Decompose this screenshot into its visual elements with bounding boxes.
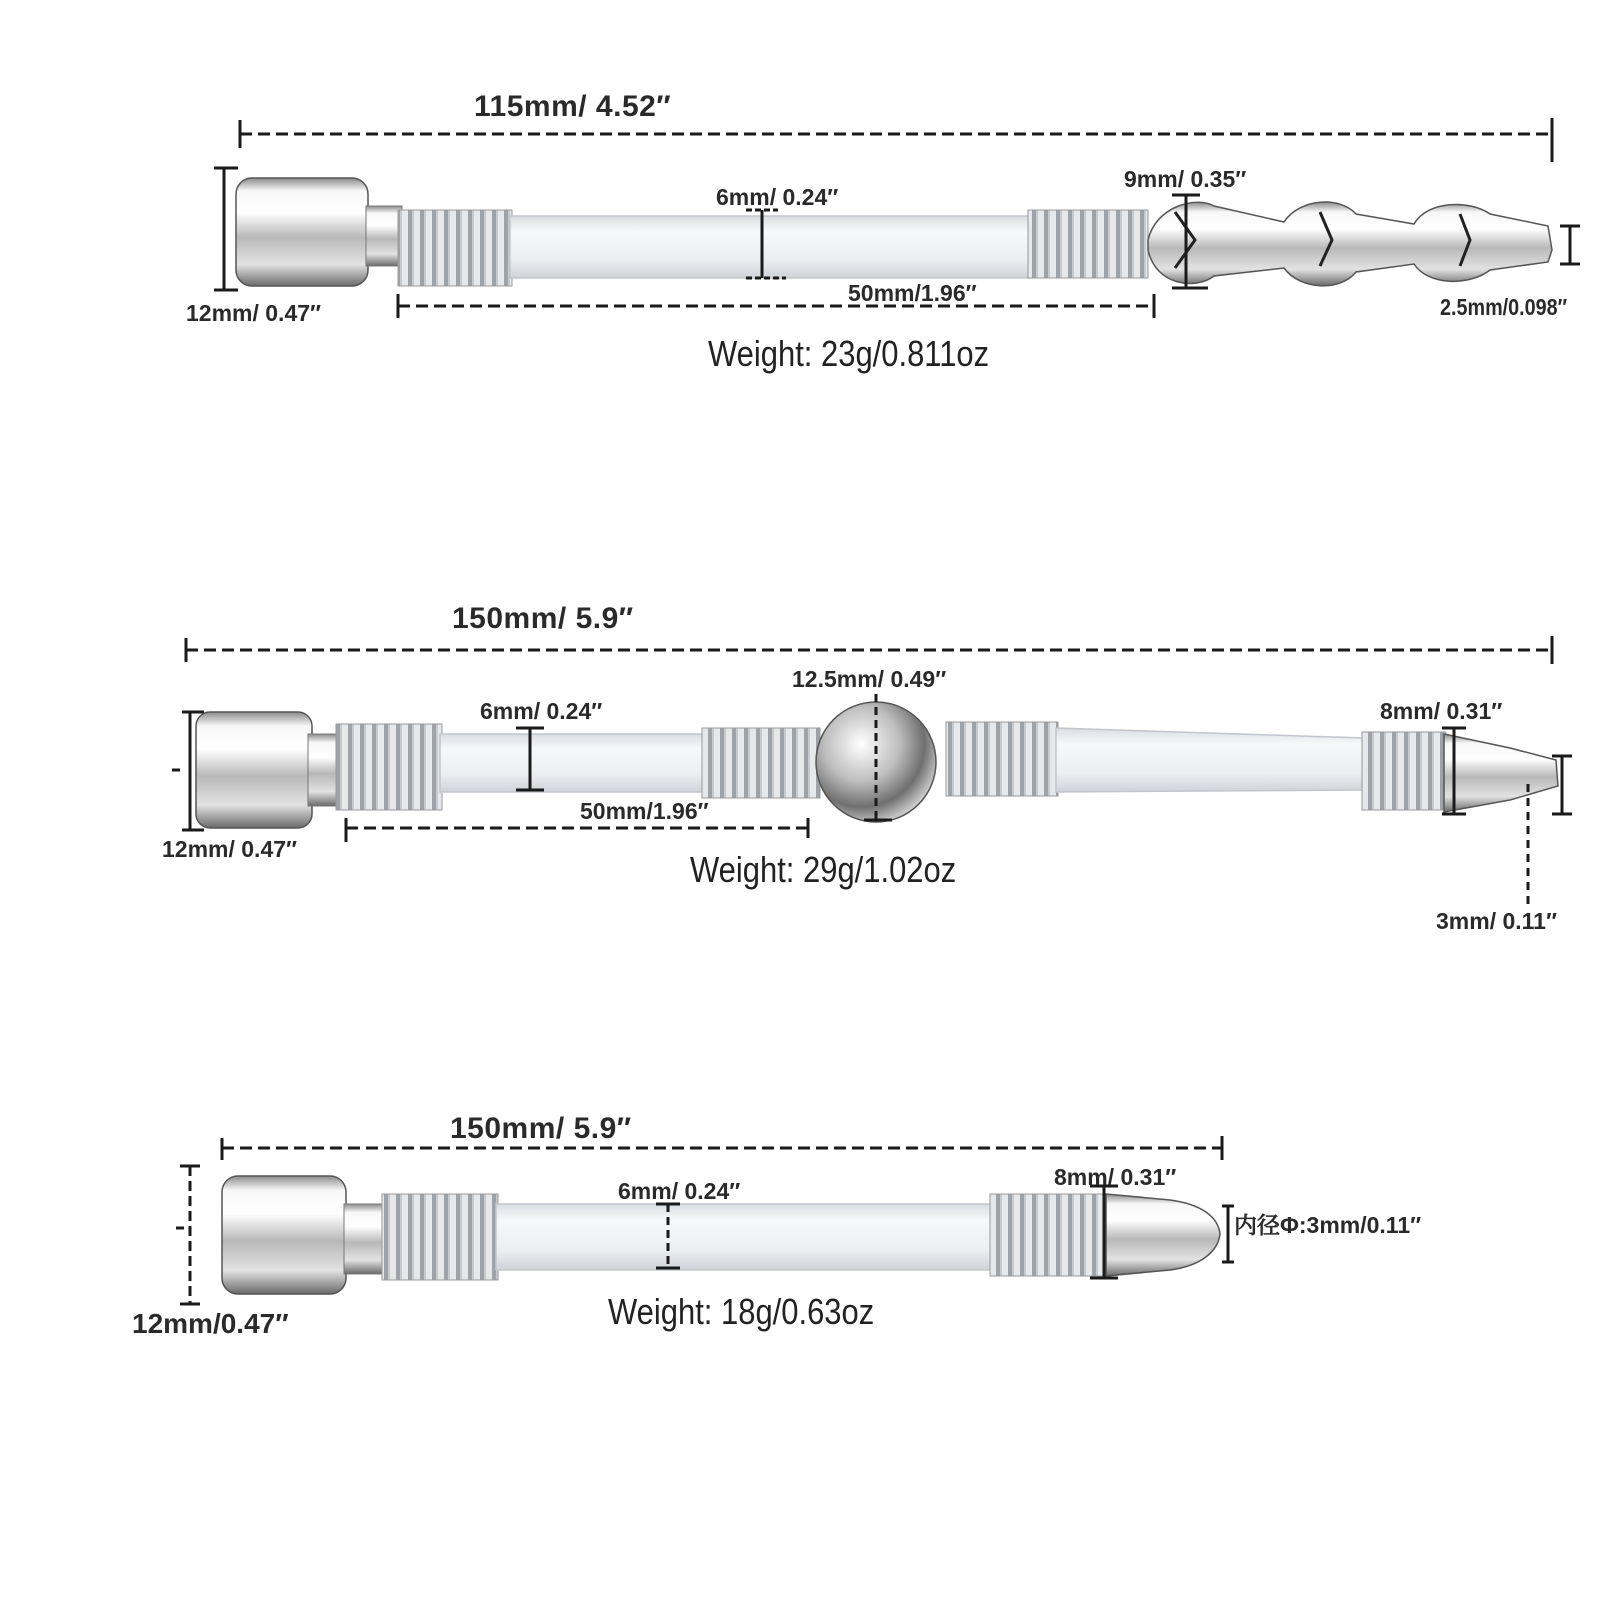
shaft-diameter-label: 6mm/ 0.24″ <box>480 698 603 724</box>
shaft-tube <box>510 216 1030 278</box>
shaft-length-label: 50mm/1.96″ <box>580 798 709 824</box>
end-cap <box>222 1176 384 1294</box>
tip-diameter-label: 3mm/ 0.11″ <box>1436 908 1557 934</box>
total-length-line <box>240 118 1552 162</box>
threaded-section-right <box>1028 210 1148 278</box>
threaded-section-mid-left <box>702 728 820 798</box>
bullet-tip <box>1106 1194 1220 1276</box>
threaded-section-mid-right <box>946 722 1058 796</box>
weight-label: Weight: 23g/0.811oz <box>708 333 990 374</box>
ball-diameter-label: 12.5mm/ 0.49″ <box>792 666 947 692</box>
head-diameter-label: 8mm/ 0.31″ <box>1380 698 1503 724</box>
end-cap <box>236 178 402 286</box>
weight-label: Weight: 18g/0.63oz <box>608 1291 875 1332</box>
total-length-line <box>222 1136 1222 1160</box>
shaft-length-line <box>346 818 808 842</box>
threaded-section-left <box>336 724 442 810</box>
shaft-tube-left <box>440 734 704 792</box>
beaded-tip <box>1148 202 1552 286</box>
shaft-tube-right <box>1056 728 1364 792</box>
cap-diameter-label: 12mm/ 0.47″ <box>186 300 322 326</box>
cap-height-line <box>176 1166 200 1304</box>
bead-diameter-label: 9mm/ 0.35″ <box>1124 166 1247 192</box>
threaded-section-right <box>990 1194 1108 1276</box>
end-cap <box>196 712 338 828</box>
threaded-section-left <box>398 210 512 286</box>
shaft-tube <box>496 1204 992 1270</box>
threaded-section-right <box>1362 732 1446 810</box>
cap-height-line <box>214 168 238 290</box>
weight-label: Weight: 29g/1.02oz <box>690 849 957 890</box>
shaft-diameter-label: 6mm/ 0.24″ <box>618 1178 741 1204</box>
head-diameter-label: 8mm/ 0.31″ <box>1054 1164 1177 1190</box>
inner-diameter-label: 内径Φ:3mm/0.11″ <box>1234 1212 1422 1238</box>
bullet-tip <box>1444 734 1558 812</box>
tip-diameter-marker <box>1560 226 1580 264</box>
shaft-length-label: 50mm/1.96″ <box>848 280 977 306</box>
shaft-diameter-label: 6mm/ 0.24″ <box>716 184 839 210</box>
total-length-line <box>186 636 1552 664</box>
total-length-label: 150mm/ 5.9″ <box>452 602 634 635</box>
inner-diameter-marker <box>1222 1206 1234 1262</box>
shaft-length-line <box>398 294 1154 318</box>
product-3 <box>176 1136 1234 1304</box>
cap-diameter-label: 12mm/0.47″ <box>132 1308 289 1339</box>
cap-diameter-label: 12mm/ 0.47″ <box>162 836 298 862</box>
total-length-label: 150mm/ 5.9″ <box>450 1112 632 1145</box>
tip-diameter-label: 2.5mm/0.098″ <box>1440 294 1568 320</box>
total-length-label: 115mm/ 4.52″ <box>474 90 672 123</box>
threaded-section-left <box>382 1194 498 1280</box>
